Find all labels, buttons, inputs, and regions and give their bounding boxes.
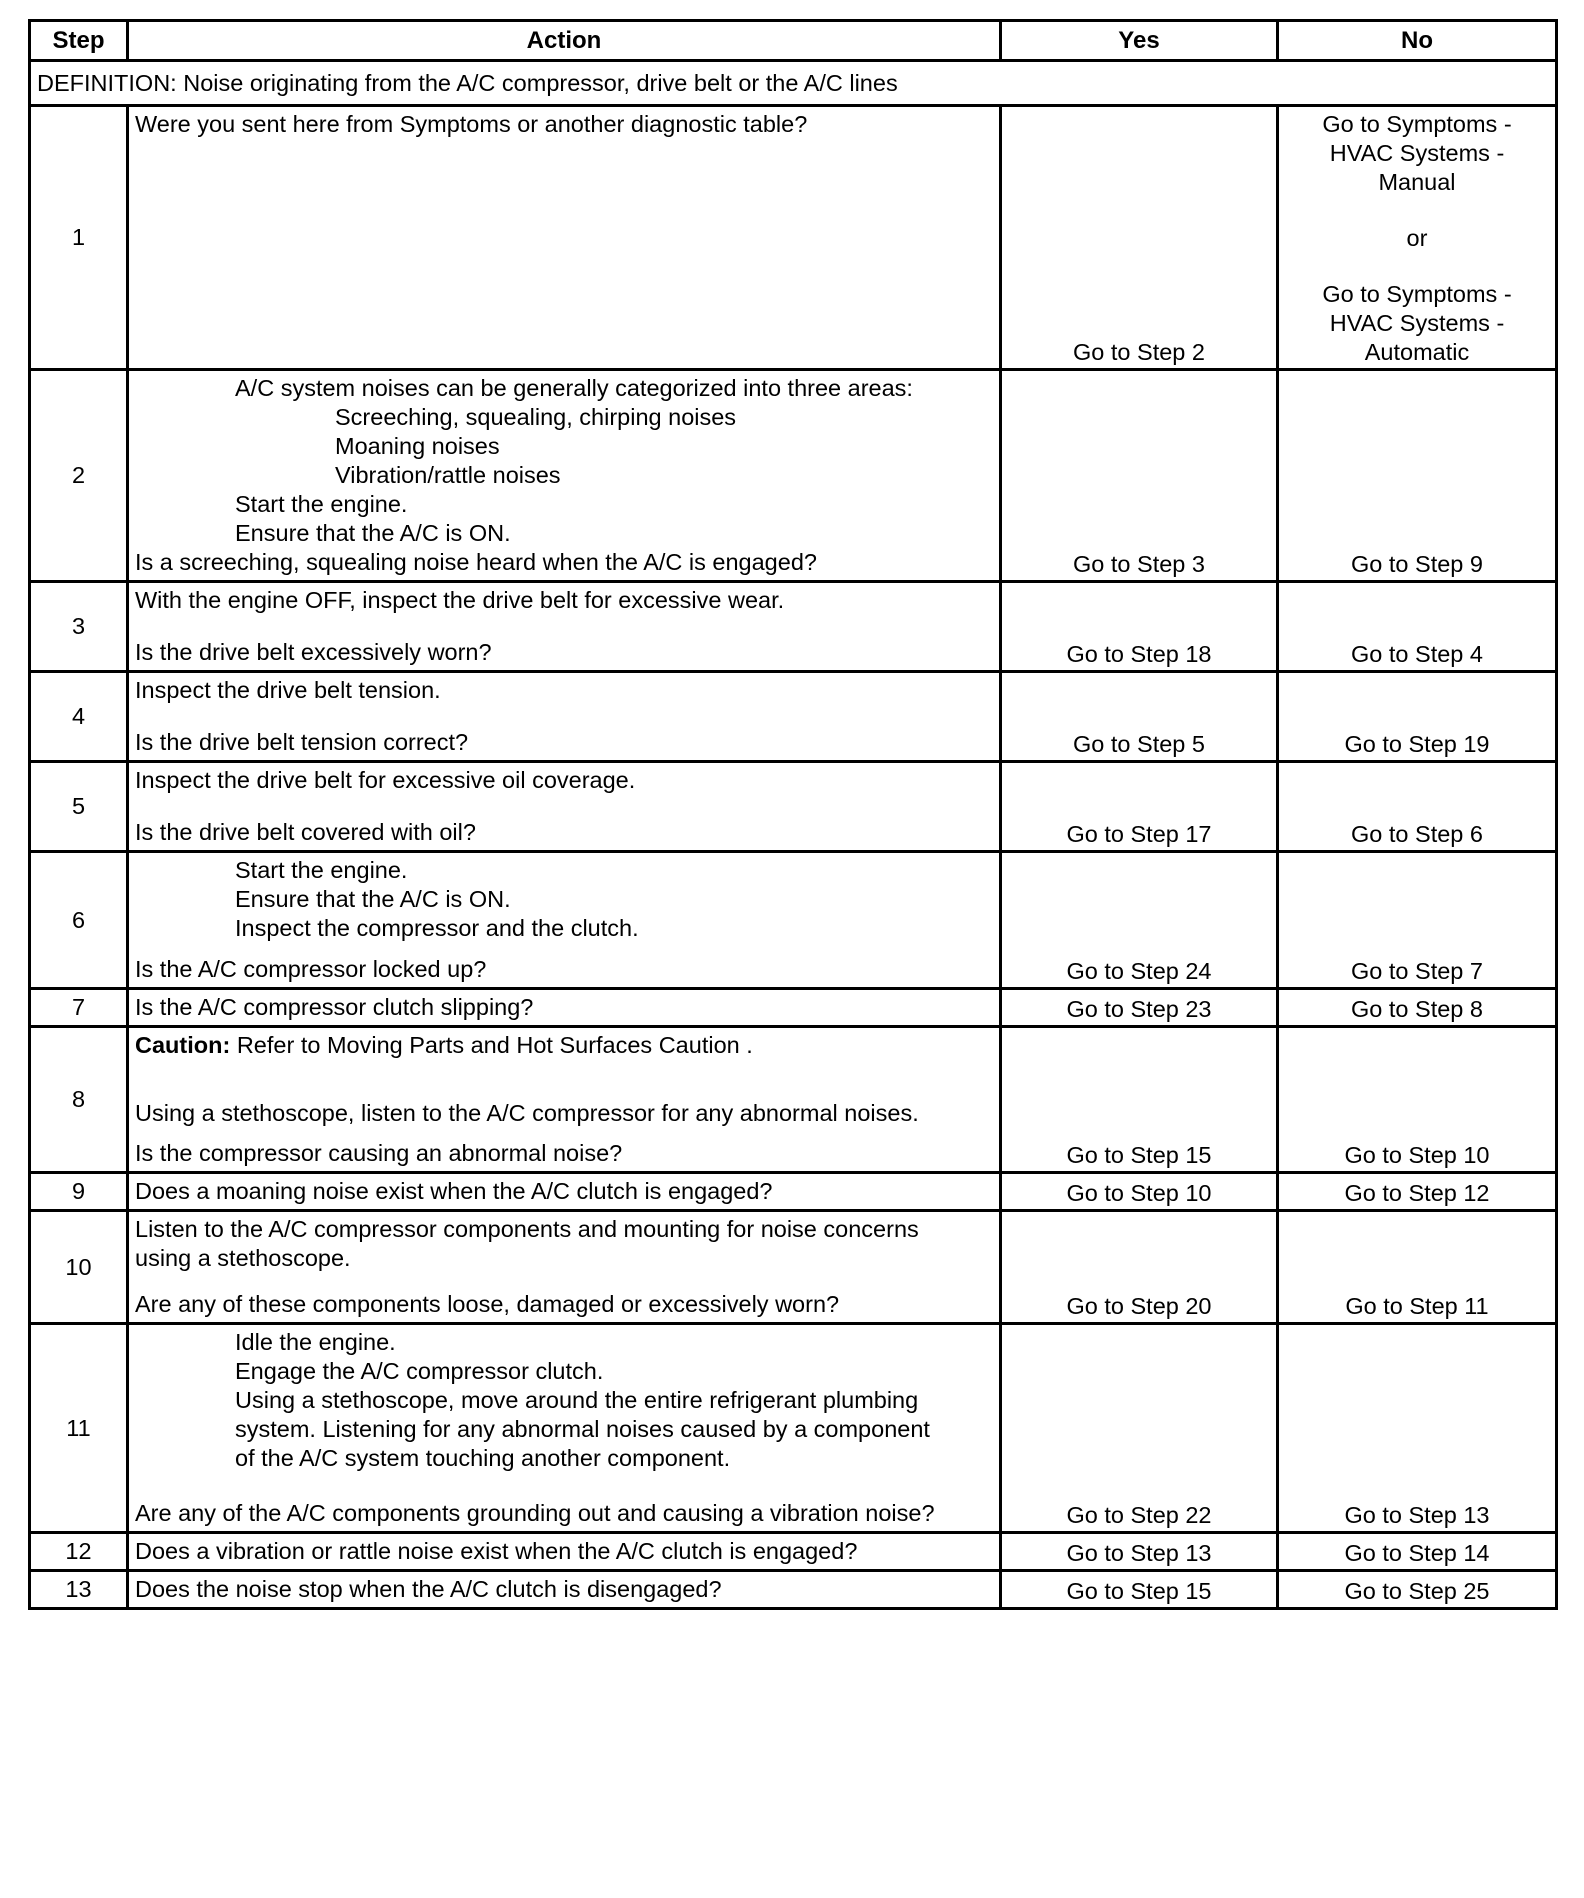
no-result: Go to Step 7 [1278,852,1557,989]
no-result-line: or [1406,225,1428,251]
action-cell [128,672,1001,762]
header-yes: Yes [1001,21,1278,61]
action-line: Screeching, squealing, chirping noises [335,404,737,430]
caution-text: Refer to Moving Parts and Hot Surfaces Caution . [230,1032,753,1058]
step-number: 13 [30,1571,128,1609]
step-number: 11 [30,1324,128,1533]
no-result: Go to Step 14 [1278,1533,1557,1571]
table-row [30,582,1557,672]
action-line: A/C system noises can be generally categorized into three areas: [235,375,913,401]
yes-result: Go to Step 18 [1001,582,1278,672]
action-cell [128,1533,1001,1571]
step-number: 4 [30,672,128,762]
action-cell [128,989,1001,1027]
action-cell [128,852,1001,989]
action-cell [128,1571,1001,1609]
no-result: Go to Step 6 [1278,762,1557,852]
step-number: 7 [30,989,128,1027]
table-row [30,1324,1557,1533]
no-result: Go to Step 4 [1278,582,1557,672]
diagnostic-table [28,19,1558,1610]
action-line: using a stethoscope. [135,1245,351,1271]
action-line: of the A/C system touching another component. [235,1445,731,1471]
table-row [30,762,1557,852]
step-number: 9 [30,1173,128,1211]
action-cell [128,370,1001,582]
action-cell [128,106,1001,370]
yes-result: Go to Step 24 [1001,852,1278,989]
caution-label: Caution: [135,1032,231,1058]
step-number: 6 [30,852,128,989]
action-cell [128,1324,1001,1533]
no-result: Go to Step 11 [1278,1211,1557,1324]
action-question: Is the drive belt excessively worn? [135,639,492,665]
no-result-line [1279,253,1555,280]
yes-result: Go to Step 13 [1001,1533,1278,1571]
caution-note [135,1031,993,1060]
table-row [30,1173,1557,1211]
yes-result: Go to Step 10 [1001,1173,1278,1211]
no-result-line: Automatic [1364,339,1470,365]
no-result: Go to Step 10 [1278,1027,1557,1173]
action-question: Is the drive belt tension correct? [135,729,469,755]
action-line: Inspect the drive belt tension. [135,677,441,703]
action-question: Does the noise stop when the A/C clutch is disengaged? [135,1576,722,1602]
step-number: 2 [30,370,128,582]
no-result: Go to Step 13 [1278,1324,1557,1533]
action-line: Using a stethoscope, move around the entire refrigerant plumbing [235,1387,919,1413]
no-result-line: Go to Symptoms - [1322,281,1512,307]
table-row [30,1211,1557,1324]
step-number: 12 [30,1533,128,1571]
yes-result: Go to Step 17 [1001,762,1278,852]
action-line: Moaning noises [335,433,500,459]
action-question: Does a moaning noise exist when the A/C clutch is engaged? [135,1178,773,1204]
no-result-line: HVAC Systems - [1329,140,1505,166]
action-line: Listen to the A/C compressor components and mounting for noise concerns [135,1216,919,1242]
action-question: Are any of these components loose, damaged or excessively worn? [135,1291,840,1317]
table-row [30,852,1557,989]
yes-result: Go to Step 5 [1001,672,1278,762]
header-step: Step [30,21,128,61]
action-question: Is the A/C compressor clutch slipping? [135,994,534,1020]
no-result-line: Go to Symptoms - [1322,111,1512,137]
action-question: Is the compressor causing an abnormal noise? [135,1140,623,1166]
action-line: With the engine OFF, inspect the drive belt for excessive wear. [135,587,785,613]
header-row [30,21,1557,61]
table-row [30,1027,1557,1173]
action-question: Does a vibration or rattle noise exist when the A/C clutch is engaged? [135,1538,858,1564]
action-line: Idle the engine. [235,1329,396,1355]
yes-result: Go to Step 22 [1001,1324,1278,1533]
step-number: 1 [30,106,128,370]
yes-result: Go to Step 23 [1001,989,1278,1027]
no-result-line [1279,197,1555,224]
no-result: Go to Step 19 [1278,672,1557,762]
step-number: 10 [30,1211,128,1324]
action-line: Start the engine. [235,491,408,517]
action-line: Inspect the drive belt for excessive oil coverage. [135,767,636,793]
action-question: Is a screeching, squealing noise heard when the A/C is engaged? [135,549,817,575]
no-result: Go to Step 12 [1278,1173,1557,1211]
action-question: Were you sent here from Symptoms or another diagnostic table? [135,111,808,137]
yes-result: Go to Step 15 [1001,1027,1278,1173]
action-cell [128,762,1001,852]
yes-result: Go to Step 2 [1001,106,1278,370]
action-cell [128,582,1001,672]
table-row [30,672,1557,762]
no-result: Go to Step 25 [1278,1571,1557,1609]
table-row [30,106,1557,370]
action-cell [128,1211,1001,1324]
action-line: Using a stethoscope, listen to the A/C compressor for any abnormal noises. [135,1100,919,1126]
action-question: Is the A/C compressor locked up? [135,956,487,982]
definition-row [30,61,1557,106]
table-row [30,370,1557,582]
yes-result: Go to Step 15 [1001,1571,1278,1609]
step-number: 5 [30,762,128,852]
header-no: No [1278,21,1557,61]
table-row [30,1571,1557,1609]
no-result [1278,106,1557,370]
no-result-line: HVAC Systems - [1329,310,1505,336]
step-number: 8 [30,1027,128,1173]
action-question: Are any of the A/C components grounding out and causing a vibration noise? [135,1500,935,1526]
step-number: 3 [30,582,128,672]
no-result: Go to Step 8 [1278,989,1557,1027]
action-line: Inspect the compressor and the clutch. [235,915,639,941]
yes-result: Go to Step 3 [1001,370,1278,582]
definition-text: DEFINITION: Noise originating from the A/C compressor, drive belt or the A/C lines [30,61,1557,106]
action-cell [128,1027,1001,1173]
table-row [30,1533,1557,1571]
action-line: Start the engine. [235,857,408,883]
action-line: Ensure that the A/C is ON. [235,886,511,912]
no-result: Go to Step 9 [1278,370,1557,582]
action-question: Is the drive belt covered with oil? [135,819,476,845]
table-row [30,989,1557,1027]
yes-result: Go to Step 20 [1001,1211,1278,1324]
action-cell [128,1173,1001,1211]
no-result-line: Manual [1378,169,1456,195]
action-line: Ensure that the A/C is ON. [235,520,511,546]
header-action: Action [128,21,1001,61]
action-line: system. Listening for any abnormal noises caused by a component [235,1416,930,1442]
action-line: Vibration/rattle noises [335,462,561,488]
action-line: Engage the A/C compressor clutch. [235,1358,604,1384]
